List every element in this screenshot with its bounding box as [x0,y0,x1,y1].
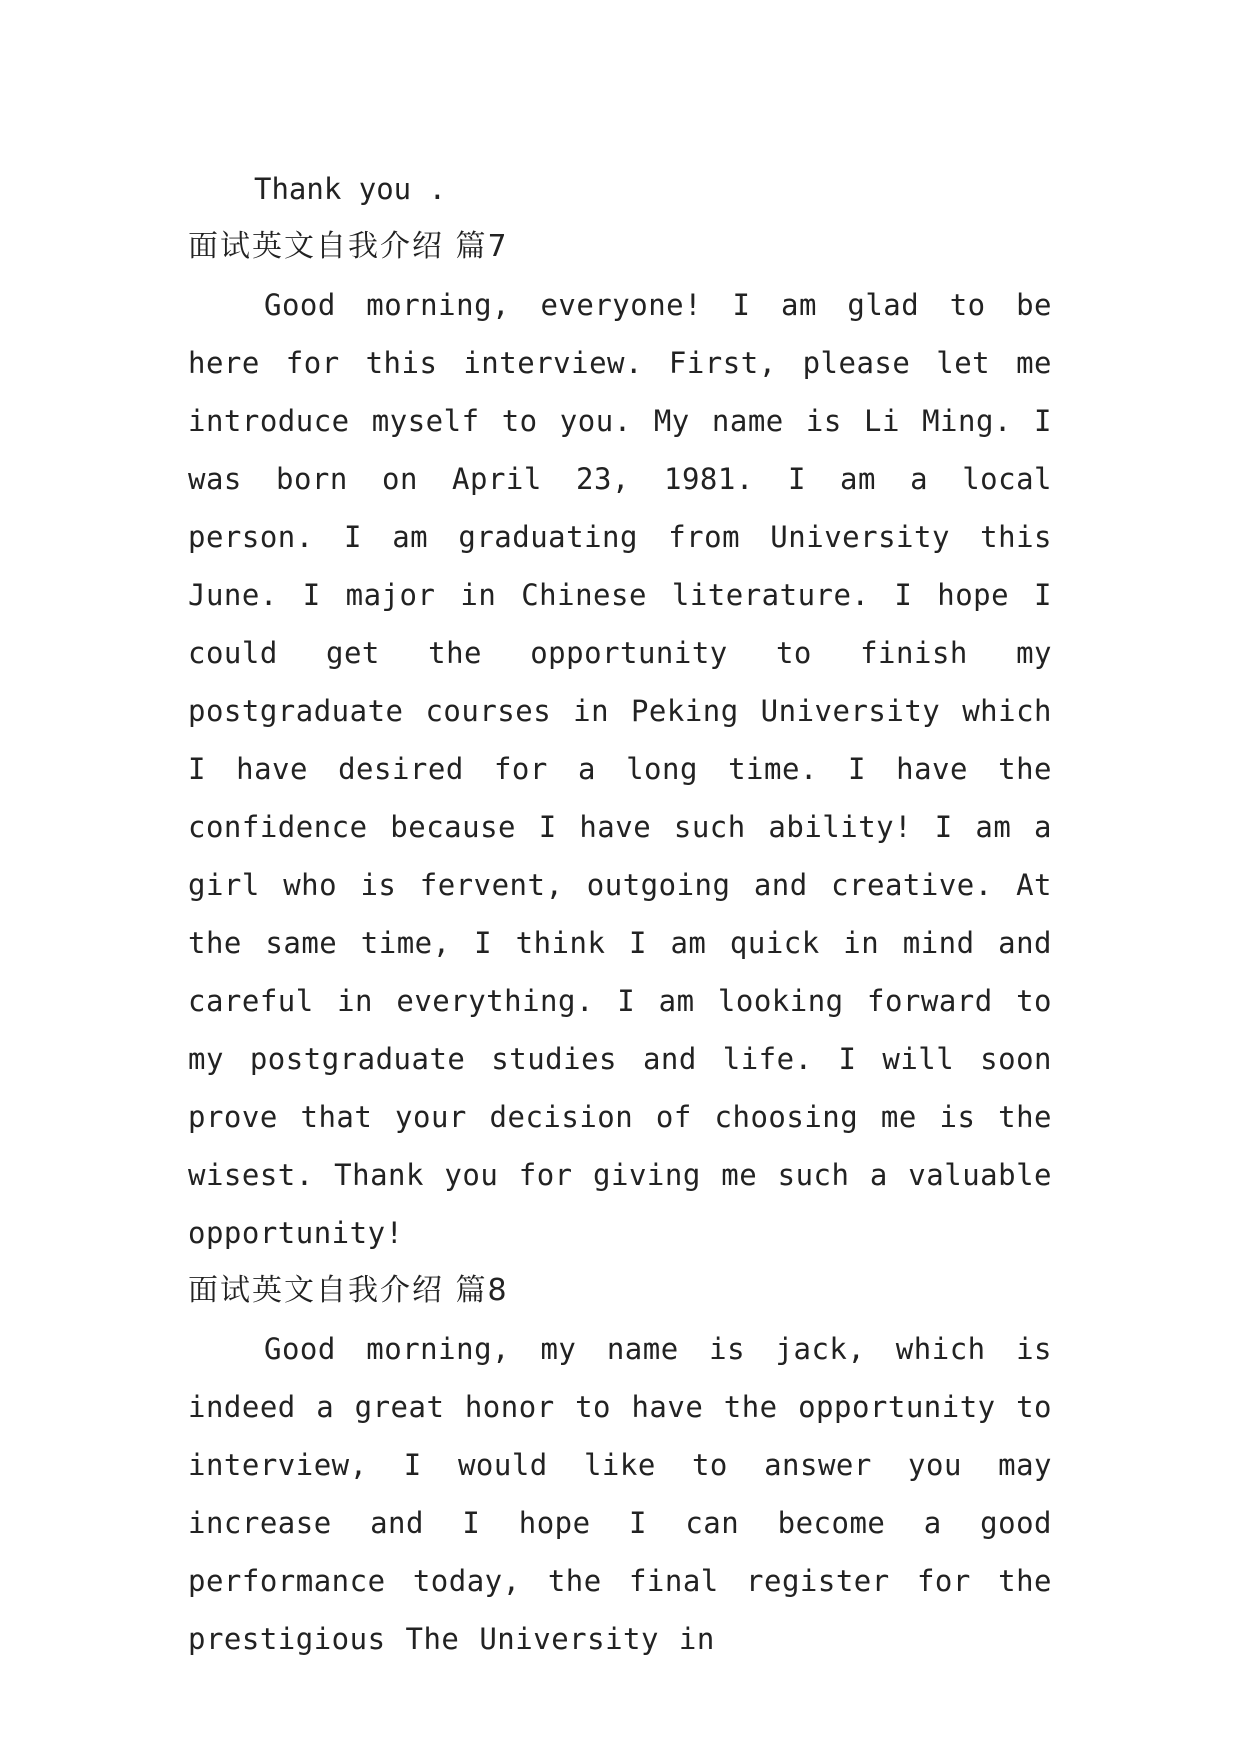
section-body-8: Good morning, my name is jack, which is indeed a great honor to have the opportunity to interview, I would like to answer you may increase and I hope I can become a good performance today, the final register for the prestigious The University in [188,1332,1052,1656]
document-body [188,160,1052,1656]
section-body-7: Good morning, everyone! I am glad to be here for this interview. First, please let me introduce myself to you. My name is Li Ming. I was born on April 23, 1981. I am a local person. I am graduating from University this June. I major in Chinese literature. I hope I could get the opportunity to finish my postgraduate courses in Peking University which I have desired for a long time. I have the confidence because I have such ability! I am a girl who is fervent, outgoing and creative. At the same time, I think I am quick in mind and careful in everything. I am looking forward to my postgraduate studies and life. I will soon prove that your decision of choosing me is the wisest. Thank you for giving me such a valuable opportunity! [188,288,1052,1250]
closing-line: Thank you . [254,172,447,206]
section-heading-8: 面试英文自我介绍 篇8 [188,1273,509,1308]
section-heading-7: 面试英文自我介绍 篇7 [188,229,509,264]
